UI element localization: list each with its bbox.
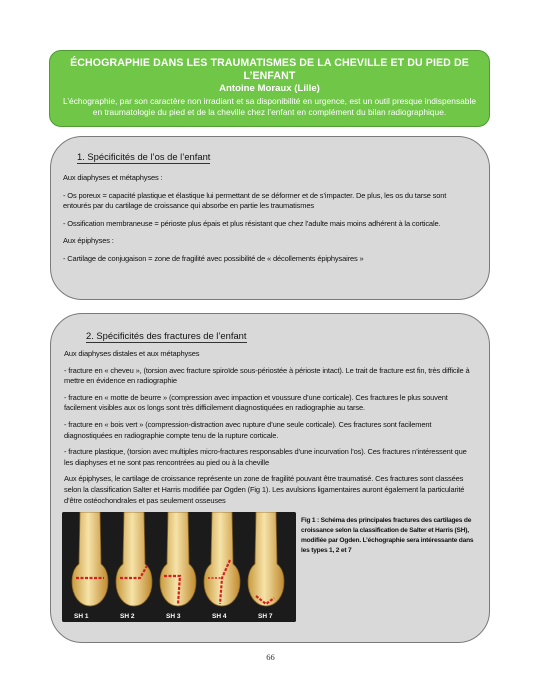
salter-harris-figure — [62, 512, 296, 622]
document-title: ÉCHOGRAPHIE DANS LES TRAUMATISMES DE LA CHEVILLE ET DU PIED DE L’ENFANT — [70, 57, 469, 82]
page-number: 66 — [266, 652, 275, 662]
figure-label: SH 1 — [74, 613, 89, 621]
paragraph: Aux diaphyses et métaphyses : — [63, 173, 163, 182]
paragraph: - fracture en « bois vert » (compression-distraction avec rupture d’une seule corticale). Ces fractures sont facilement diagnostiquées en radiographie compte tenu de la rupture corticale. — [64, 419, 432, 440]
figure-label: SH 7 — [258, 613, 273, 621]
paragraph: - fracture en « cheveu », (torsion avec fracture spiroïde sous-périostée à périoste intact). Le trait de fracture est fin, très difficile à mettre en évidence en radiographie — [64, 365, 470, 386]
section-1-title: 1. Spécificités de l’os de l’enfant — [77, 151, 211, 162]
paragraph: Aux diaphyses distales et aux métaphyses — [64, 349, 200, 358]
paragraph: - Ossification membraneuse = périoste plus épais et plus résistant que chez l’adulte mais moins adhérent à la corticale. — [63, 218, 441, 228]
paragraph: - fracture plastique, (torsion avec multiples micro-fractures responsables d’une incurvation l’os). Ces fractures n’intéressent que les diaphyses et ne sont pas rencontrées au pied ou à la cheville — [64, 447, 467, 467]
paragraph: - Os poreux = capacité plastique et élastique lui permettant de se déformer et de s’impacter. De plus, les os du tarse sont entourés par du cartilage de croissance qui absorbe en partie les traumatismes — [63, 190, 447, 211]
title-banner — [49, 50, 490, 127]
figure-label: SH 3 — [166, 613, 181, 621]
figure-caption: Fig 1 : Schéma des principales fractures des cartilages de croissance selon la classification de Salter et Harris (SH), modifiée par Ogden. L’échographie sera intéressante dans les types 1, 2 et 7 — [301, 517, 474, 555]
section-1-box — [50, 136, 490, 300]
figure-label: SH 2 — [120, 613, 135, 621]
paragraph: Aux épiphyses : — [63, 236, 114, 246]
figure-label: SH 4 — [212, 613, 227, 621]
section-2-box — [50, 313, 490, 643]
intro-text: L’échographie, par son caractère non irradiant et sa disponibilité en urgence, est un outil presque indispensable en traumatologie du pied et de la cheville chez l’enfant en complément du bilan radiographique. — [63, 96, 476, 117]
paragraph: - fracture en « motte de beurre » (compression avec impaction et voussure d’une corticale). Ces fractures le plus souvent facilement visibles aux os longs sont très difficilement diagnostiquées en radiographie au tarse. — [64, 392, 448, 413]
author-line: Antoine Moraux (Lille) — [219, 83, 320, 94]
figure-row — [64, 512, 475, 624]
section-2-title: 2. Spécificités des fractures de l’enfant — [86, 330, 247, 341]
paragraph: - Cartilage de conjugaison = zone de fragilité avec possibilité de « décollements épiphysaires » — [63, 253, 364, 263]
paragraph: Aux épiphyses, le cartilage de croissance représente un zone de fragilité pouvant être traumatisé. Ces fractures sont classées selon la classification Salter et Harris modifiée par Ogden (Fig 1). Les avulsions ligamentaires auront également la particularité d’être ostéochondrales et pas seulement osseuses — [64, 474, 465, 505]
